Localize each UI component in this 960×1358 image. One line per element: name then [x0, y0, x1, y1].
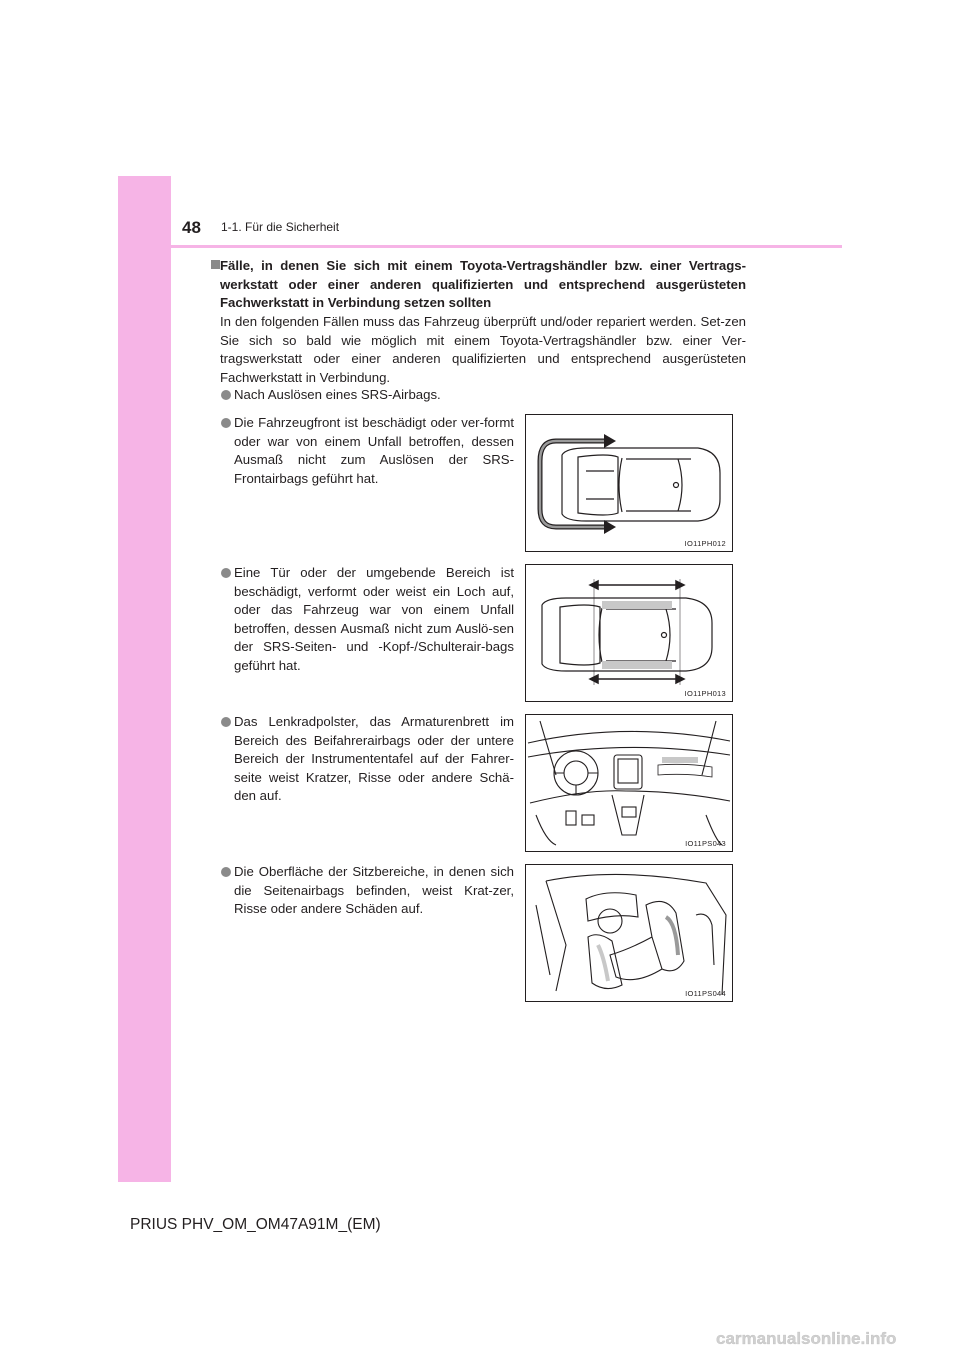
figure-code: IO11PH013 — [684, 689, 726, 698]
carmanualsonline-watermark-logo — [716, 1326, 948, 1350]
bullet-icon — [221, 867, 231, 877]
list-item: Nach Auslösen eines SRS-Airbags. — [221, 386, 746, 405]
square-bullet-icon — [211, 260, 220, 269]
section-heading: Fälle, in denen Sie sich mit einem Toyota-Vertragshändler bzw. einer Vertrags-werkstatt oder einer anderen qualifizierten und entsprechend ausgerüsteten Fachwerkstatt in Verbindung setzen sollten — [211, 257, 746, 313]
page-number: 48 — [182, 218, 201, 237]
bullet-icon — [221, 418, 231, 428]
intro-paragraph: In den folgenden Fällen muss das Fahrzeug überprüft und/oder repariert werden. Set-zen Sie sich so bald wie möglich mit einem Toyota-Vertragshändler bzw. einer Ver-tragswerkstatt oder einer anderen qualifizierten und entsprechend ausgerüsteten Fachwerkstatt in Verbindung. — [220, 314, 746, 385]
car-interior-seats-icon — [526, 865, 732, 1001]
figure-dashboard — [525, 714, 733, 852]
bullet-icon — [221, 390, 231, 400]
figure-front-damage — [525, 414, 733, 552]
bullet-icon — [221, 717, 231, 727]
section-title: 1-1. Für die Sicherheit — [221, 220, 340, 234]
car-side-zone-icon — [526, 565, 732, 701]
footer-document-code: PRIUS PHV_OM_OM47A91M_(EM) — [130, 1216, 381, 1233]
dashboard-icon — [526, 715, 732, 851]
figure-code: IO11PS044 — [685, 989, 726, 998]
figure-seat-area — [525, 864, 733, 1002]
list-item: Das Lenkradpolster, das Armaturenbrett im Bereich des Beifahrerairbags oder der untere Bereich der Instrumententafel auf der Fahrer-seite weist Kratzer, Risse oder andere Schä-den auf. — [221, 713, 514, 806]
list-item: Die Fahrzeugfront ist beschädigt oder ver-formt oder war von einem Unfall betroffen, dessen Ausmaß nicht zum Auslösen der SRS-Frontairbags geführt hat. — [221, 414, 514, 488]
figure-side-damage — [525, 564, 733, 702]
sidebar-tab — [118, 176, 171, 1182]
list-item: Eine Tür oder der umgebende Bereich ist beschädigt, verformt oder weist ein Loch auf, oder das Fahrzeug war von einem Unfall betroffen, dessen Ausmaß nicht zum Auslö-sen der SRS-Seiten- und -Kopf-/Schulterair-bags geführt hat. — [221, 564, 514, 675]
list-item: Die Oberfläche der Sitzbereiche, in denen sich die Seitenairbags befinden, weist Krat-zer, Risse oder andere Schäden auf. — [221, 863, 514, 919]
header-rule — [118, 245, 842, 248]
bullet-icon — [221, 568, 231, 578]
svg-text:carmanualsonline.info: carmanualsonline.info — [716, 1329, 897, 1348]
figure-code: IO11PS043 — [685, 839, 726, 848]
car-top-view-icon — [526, 415, 732, 551]
figure-code: IO11PH012 — [684, 539, 726, 548]
